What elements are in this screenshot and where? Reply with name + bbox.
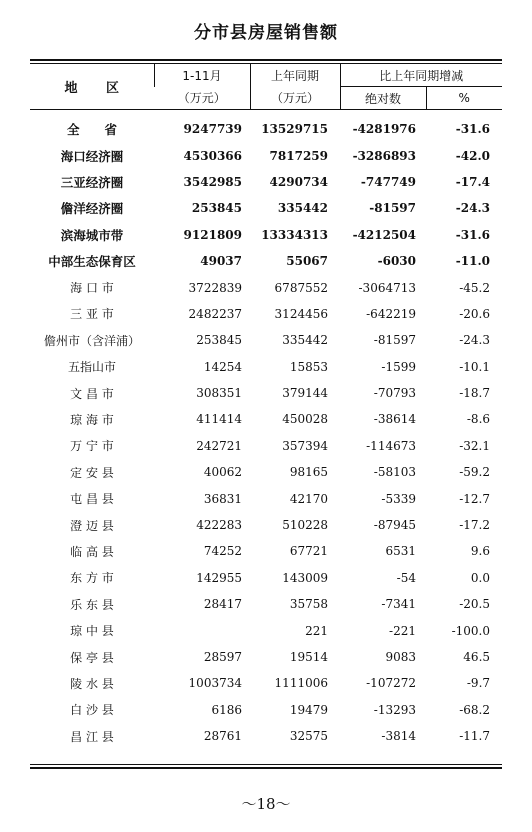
cell-prior: 335442 [277,201,328,216]
cell-absolute-change: -114673 [366,438,416,453]
cell-absolute-change: -81597 [369,201,416,216]
cell-prior: 510228 [282,518,328,533]
cell-prior: 13529715 [261,122,328,137]
cell-region: 定 安 县 [70,465,114,480]
cell-current: 28761 [203,729,242,744]
table-row [30,169,502,195]
cell-region: 三亚经济圈 [60,174,124,190]
cell-percent-change: -32.1 [459,438,491,453]
table-row [30,142,502,168]
cell-prior: 19514 [289,650,328,664]
header-prior-unit: （万元） [250,87,340,110]
header-absolute: 绝对数 [340,87,426,110]
cell-current: 253845 [196,333,242,348]
cell-current: 3722839 [188,280,242,295]
cell-current: 14254 [203,359,242,374]
table-row [30,512,502,538]
cell-percent-change: 0.0 [470,570,491,585]
cell-absolute-change: -1599 [381,359,416,374]
cell-prior: 3124456 [274,306,328,321]
cell-prior: 55067 [286,254,328,269]
header-change: 比上年同期增减 [340,64,502,87]
cell-percent-change: -42.0 [455,148,491,163]
header-percent: % [426,87,502,110]
cell-percent-change: -68.2 [459,702,491,717]
table-bottom-rule-inner [30,764,502,765]
table-row [30,380,502,406]
cell-prior: 6787552 [274,280,328,295]
table-row [30,723,502,749]
cell-absolute-change: -4212504 [352,227,416,242]
cell-region: 文 昌 市 [70,386,114,401]
cell-percent-change: -11.7 [459,729,491,744]
cell-current: 9121809 [183,227,242,242]
cell-absolute-change: 9083 [385,650,416,664]
table-row [30,485,502,511]
table-row [30,248,502,274]
cell-prior: 379144 [282,386,328,401]
cell-prior: 35758 [289,597,328,612]
header-current-unit: （万元） [154,87,250,110]
cell-region: 五指山市 [67,360,116,375]
cell-prior: 357394 [282,438,328,453]
cell-region: 陵 水 县 [70,676,114,691]
table-row [30,617,502,643]
cell-region: 琼 海 市 [70,412,114,427]
page-title: 分市县房屋销售额 [194,23,338,43]
cell-percent-change: -31.6 [455,227,491,242]
cell-current: 1003734 [188,676,242,691]
cell-current: 36831 [203,491,242,506]
cell-region: 澄 迈 县 [70,518,114,533]
cell-prior: 143009 [282,570,328,585]
header-prior: 上年同期 [250,64,340,87]
cell-percent-change: -10.1 [459,359,491,374]
cell-current: 28597 [203,650,242,664]
cell-absolute-change: -6030 [377,254,416,269]
cell-percent-change: -12.7 [459,491,491,506]
table-body [30,110,502,750]
table-row [30,195,502,221]
cell-percent-change: -24.3 [459,333,491,348]
cell-prior: 4290734 [269,174,328,189]
cell-region: 中部生态保育区 [48,254,136,270]
cell-absolute-change: -38614 [373,412,416,427]
cell-region: 临 高 县 [70,544,114,559]
cell-region: 儋洋经济圈 [60,201,124,217]
cell-percent-change: -59.2 [459,465,491,480]
cell-percent-change: -20.5 [459,597,491,612]
cell-current: 242721 [196,438,242,453]
cell-region: 白 沙 县 [70,703,114,718]
cell-prior: 67721 [289,544,328,559]
cell-percent-change: -24.3 [455,201,491,216]
cell-prior: 32575 [289,729,328,744]
cell-prior: 335442 [282,333,328,348]
cell-current: 6186 [211,702,242,717]
cell-region: 琼 中 县 [70,624,114,639]
table-row [30,644,502,670]
cell-absolute-change: 6531 [385,544,416,559]
cell-percent-change: -20.6 [459,306,491,321]
cell-absolute-change: -70793 [373,386,416,401]
cell-absolute-change: -58103 [373,465,416,480]
cell-prior: 15853 [289,359,328,374]
cell-absolute-change: -3064713 [358,280,416,295]
header-region: 地 区 [30,64,154,110]
cell-percent-change: 9.6 [470,544,491,559]
cell-absolute-change: -642219 [366,306,416,321]
table-top-rule [30,59,502,61]
table-row [30,697,502,723]
cell-percent-change: -45.2 [459,280,491,295]
cell-current: 9247739 [183,122,242,137]
table-row [30,222,502,248]
cell-percent-change: -17.2 [459,518,491,533]
cell-region: 东 方 市 [70,571,114,586]
cell-prior: 13334313 [261,227,328,242]
cell-percent-change: -100.0 [451,623,491,638]
cell-prior: 1111006 [274,676,328,691]
table-bottom-rule [30,767,502,769]
cell-percent-change: -31.6 [455,122,491,137]
cell-region: 儋州市（含洋浦） [43,333,140,348]
cell-current: 411414 [196,412,242,427]
cell-prior: 221 [305,623,328,638]
cell-absolute-change: -4281976 [352,122,416,137]
cell-current: 49037 [200,254,242,269]
cell-current [154,617,250,643]
cell-region: 乐 东 县 [70,597,114,612]
cell-region: 昌 江 县 [70,729,114,744]
cell-prior: 98165 [289,465,328,480]
cell-absolute-change: -81597 [373,333,416,348]
cell-absolute-change: -107272 [366,676,416,691]
page-number: ～18～ [241,795,291,813]
cell-current: 142955 [196,570,242,585]
cell-current: 28417 [203,597,242,612]
cell-prior: 450028 [282,412,328,427]
cell-current: 422283 [196,518,242,533]
table-row [30,433,502,459]
cell-prior: 19479 [289,702,328,717]
cell-percent-change: 46.5 [463,650,491,664]
cell-percent-change: -17.4 [455,174,491,189]
sales-table [30,64,502,749]
cell-region: 滨海城市带 [60,227,124,243]
cell-absolute-change: -54 [396,570,416,585]
table-row [30,670,502,696]
cell-absolute-change: -5339 [381,491,416,506]
cell-region: 全 省 [66,122,117,138]
cell-region: 屯 昌 县 [70,492,114,507]
table-row [30,591,502,617]
cell-prior: 42170 [289,491,328,506]
cell-current: 308351 [196,386,242,401]
cell-absolute-change: -221 [389,623,416,638]
cell-percent-change: -9.7 [466,676,491,691]
cell-current: 253845 [191,201,242,216]
cell-absolute-change: -3814 [381,729,416,744]
header-current: 1-11月 [154,64,250,87]
table-row [30,565,502,591]
table-row [30,459,502,485]
cell-absolute-change: -87945 [373,518,416,533]
table-row [30,538,502,564]
cell-region: 保 亭 县 [70,650,114,665]
cell-current: 40062 [203,465,242,480]
cell-current: 2482237 [188,306,242,321]
cell-absolute-change: -3286893 [352,148,416,163]
table-row [30,354,502,380]
cell-current: 3542985 [183,174,242,189]
cell-absolute-change: -13293 [373,702,416,717]
cell-percent-change: -18.7 [459,386,491,401]
cell-absolute-change: -7341 [381,597,416,612]
cell-percent-change: -8.6 [466,412,491,427]
cell-current: 74252 [203,544,242,559]
cell-region: 海 口 市 [70,281,114,296]
table-row [30,327,502,353]
table-header [30,64,502,110]
table-row [30,110,502,143]
table-row [30,301,502,327]
table-row [30,274,502,300]
cell-region: 三 亚 市 [70,307,114,322]
cell-region: 万 宁 市 [70,439,114,454]
cell-absolute-change: -747749 [360,174,416,189]
table-row [30,406,502,432]
cell-region: 海口经济圈 [60,148,124,164]
cell-current: 4530366 [183,148,242,163]
cell-prior: 7817259 [269,148,328,163]
cell-percent-change: -11.0 [455,254,491,269]
